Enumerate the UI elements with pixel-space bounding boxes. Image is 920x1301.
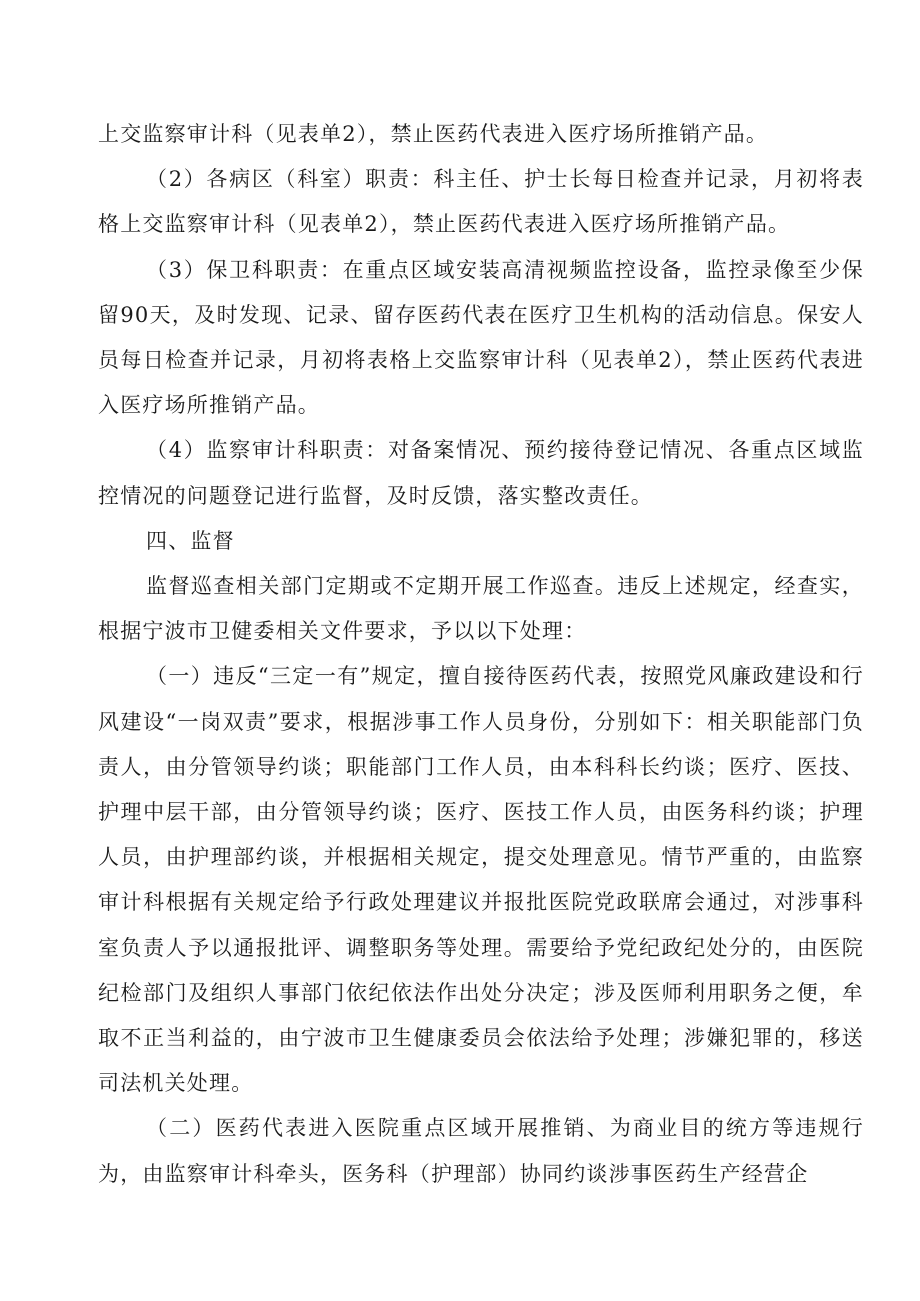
document-page [98, 112, 864, 1197]
paragraph-violation-two: （二）医药代表进入医院重点区域开展推销、为商业目的统方等违规行为，由监察审计科牵头，医务科（护理部）协同约谈涉事医药生产经营企 [98, 1116, 864, 1186]
section-heading-supervision: 四、监督 [146, 528, 235, 553]
paragraph-supervision-intro: 监督巡查相关部门定期或不定期开展工作巡查。违反上述规定，经查实，根据宁波市卫健委相关文件要求，予以以下处理： [98, 574, 864, 644]
paragraph-audit-duties: （4）监察审计科职责：对备案情况、预约接待登记情况、各重点区域监控情况的问题登记进行监督，及时反馈，落实整改责任。 [98, 438, 864, 508]
paragraph-security-duties: （3）保卫科职责：在重点区域安装高清视频监控设备，监控录像至少保留90天，及时发现、记录、留存医药代表在医疗卫生机构的活动信息。保安人员每日检查并记录，月初将表格上交监察审计科（见表单2），禁止医药代表进入医疗场所推销产品。 [98, 257, 864, 418]
paragraph-ward-duties: （2）各病区（科室）职责：科主任、护士长每日检查并记录，月初将表格上交监察审计科（见表单2），禁止医药代表进入医疗场所推销产品。 [98, 167, 864, 237]
paragraph-continuation: 上交监察审计科（见表单2），禁止医药代表进入医疗场所推销产品。 [98, 122, 769, 146]
paragraph-violation-one: （一）违反“三定一有”规定，擅自接待医药代表，按照党风廉政建设和行风建设“一岗双责”要求，根据涉事工作人员身份，分别如下：相关职能部门负责人，由分管领导约谈；职能部门工作人员，由本科科长约谈；医疗、医技、护理中层干部，由分管领导约谈；医疗、医技工作人员，由医务科约谈；护理人员，由护理部约谈，并根据相关规定，提交处理意见。情节严重的，由监察审计科根据有关规定给予行政处理建议并报批医院党政联席会通过，对涉事科室负责人予以通报批评、调整职务等处理。需要给予党纪政纪处分的，由医院纪检部门及组织人事部门依纪依法作出处分决定；涉及医师利用职务之便，牟取不正当利益的，由宁波市卫生健康委员会依法给予处理；涉嫌犯罪的，移送司法机关处理。 [98, 664, 864, 1096]
